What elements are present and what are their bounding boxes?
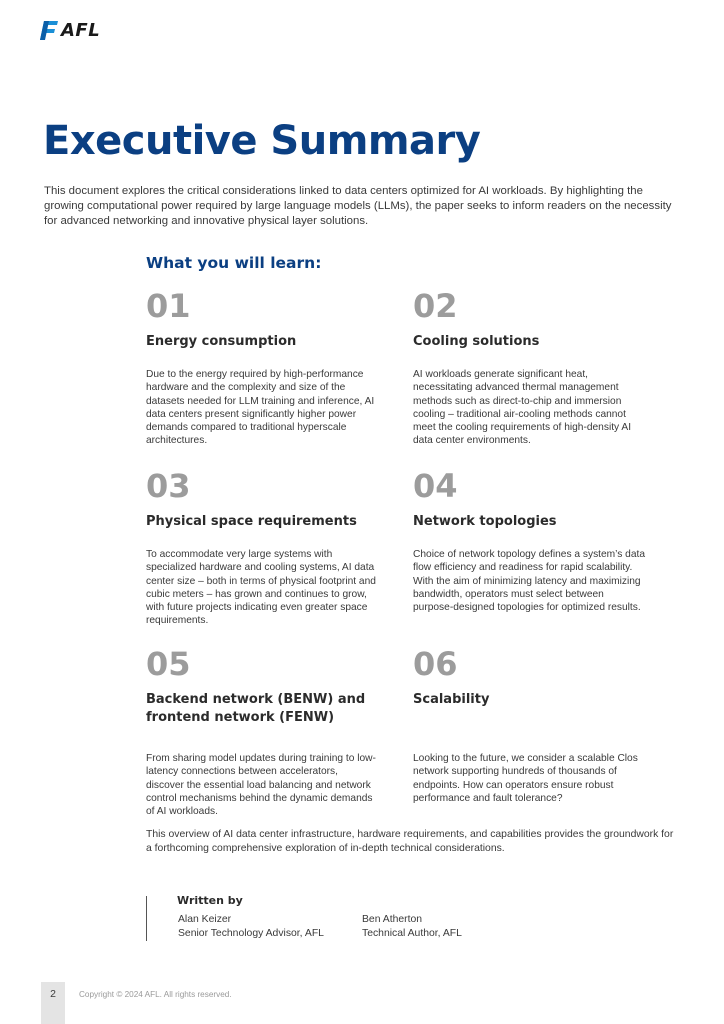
item-title: Energy consumption bbox=[146, 334, 297, 349]
item-body: Choice of network topology defines a system’s data flow efficiency and readiness for rapid scalability. With the aim of minimizing latency and maximizing bandwidth, operators must select between purpose-designed topologies for optimized results. bbox=[413, 549, 645, 614]
item-title: Physical space requirements bbox=[146, 514, 357, 529]
author-role: Senior Technology Advisor, AFL bbox=[178, 927, 324, 939]
author-2 bbox=[362, 913, 462, 940]
author-role: Technical Author, AFL bbox=[362, 927, 462, 939]
item-number: 02 bbox=[413, 287, 458, 325]
afl-logo-mark-icon bbox=[40, 21, 58, 40]
written-by-label: Written by bbox=[177, 894, 243, 907]
written-by-section bbox=[146, 896, 597, 941]
item-title: Backend network (BENW) and frontend network (FENW) bbox=[146, 692, 366, 725]
learn-item-05 bbox=[146, 645, 386, 818]
item-number: 04 bbox=[413, 467, 458, 505]
learn-heading: What you will learn: bbox=[146, 254, 322, 272]
intro-paragraph: This document explores the critical considerations linked to data centers optimized for AI workloads. By highlighting the growing computational power required by large language models (LLMs), the paper seeks to inform readers on the necessity for advanced networking and innovative physical layer solutions. bbox=[44, 185, 672, 227]
copyright-text: Copyright © 2024 AFL. All rights reserved. bbox=[79, 990, 232, 999]
page-number: 2 bbox=[50, 988, 56, 1000]
learn-item-02 bbox=[413, 287, 653, 447]
afl-logo bbox=[40, 21, 100, 40]
item-number: 06 bbox=[413, 645, 458, 683]
outro-paragraph: This overview of AI data center infrastructure, hardware requirements, and capabilities provides the groundwork for a forthcoming comprehensive exploration of in-depth technical considerations. bbox=[146, 829, 674, 854]
learn-item-01 bbox=[146, 287, 386, 447]
item-number: 05 bbox=[146, 645, 191, 683]
learn-item-04 bbox=[413, 467, 653, 614]
logo-text: AFL bbox=[61, 20, 101, 41]
author-1 bbox=[178, 913, 324, 940]
learn-item-06 bbox=[413, 645, 653, 804]
page-title: Executive Summary bbox=[43, 118, 481, 164]
learn-item-03 bbox=[146, 467, 386, 627]
item-body: Due to the energy required by high-performance hardware and the complexity and size of the datasets needed for LLM training and inference, AI data centers present significantly higher power demands compared to traditional hyperscale architectures. bbox=[146, 369, 375, 447]
item-body: AI workloads generate significant heat, necessitating advanced thermal management methods such as direct-to-chip and immersion cooling – traditional air-cooling methods cannot meet the cooling requirements of high-density AI data center environments. bbox=[413, 369, 632, 447]
author-name: Ben Atherton bbox=[362, 914, 423, 925]
item-number: 03 bbox=[146, 467, 191, 505]
item-title: Network topologies bbox=[413, 514, 557, 529]
item-body: From sharing model updates during training to low-latency connections between accelerators, discover the essential load balancing and network control mechanisms behind the dynamic demands of AI workloads. bbox=[146, 753, 376, 818]
item-number: 01 bbox=[146, 287, 191, 325]
item-title: Scalability bbox=[413, 692, 490, 707]
item-body: To accommodate very large systems with specialized hardware and cooling systems, AI data center size – both in terms of physical footprint and cubic meters – has grown and continues to grow, with future projects indicating even greater space requirements. bbox=[146, 549, 376, 627]
author-name: Alan Keizer bbox=[178, 914, 232, 925]
item-body: Looking to the future, we consider a scalable Clos network supporting hundreds of thousands of endpoints. How can operators ensure robust performance and fault tolerance? bbox=[413, 753, 638, 804]
page-number-tab bbox=[41, 982, 65, 1024]
item-title: Cooling solutions bbox=[413, 334, 540, 349]
